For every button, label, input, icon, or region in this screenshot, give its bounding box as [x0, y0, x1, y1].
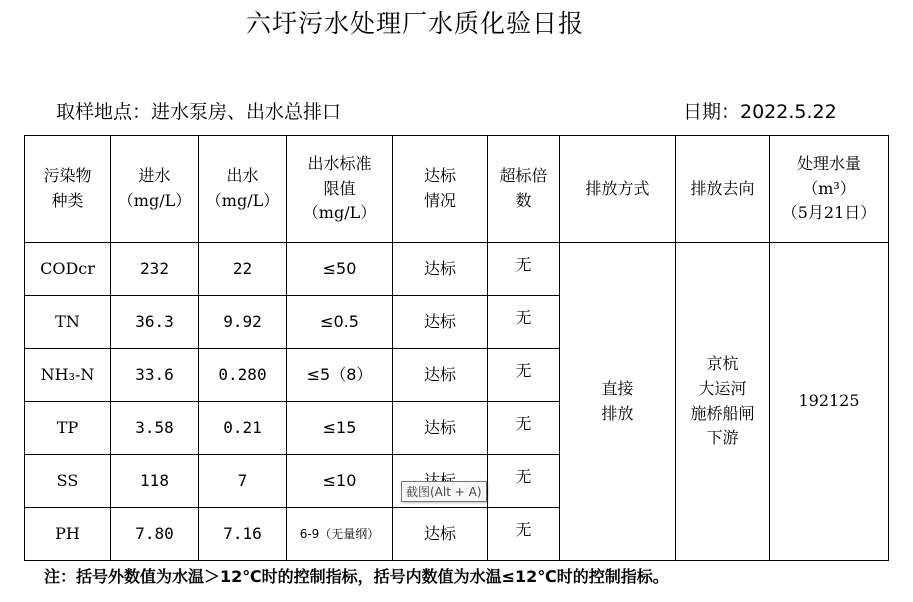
compliance-status: 达标 [393, 349, 488, 402]
text-line: 大运河 [698, 378, 747, 398]
standard-limit: ≤5（8） [287, 349, 393, 402]
pollutant-name: SS [25, 455, 111, 508]
text-line: （mg/L） [205, 191, 280, 210]
compliance-status: 达标 [393, 243, 488, 296]
exceed-multiple: 无 [488, 243, 560, 296]
footnote: 注：括号外数值为水温＞12℃时的控制指标，括号内数值为水温≤12℃时的控制指标。 [44, 567, 669, 586]
effluent-value: 7 [199, 455, 287, 508]
exceed-multiple: 无 [488, 296, 560, 349]
effluent-value: 7.16 [199, 508, 287, 561]
standard-limit: ≤10 [287, 455, 393, 508]
influent-value: 7.80 [111, 508, 199, 561]
table-row [25, 243, 889, 296]
header-discharge-dest [676, 136, 770, 243]
screenshot-tooltip: 截图(Alt + A) [401, 481, 487, 502]
flow-volume: 192125 [770, 243, 889, 561]
text-line: 排放 [601, 403, 634, 423]
header-standard [287, 136, 393, 243]
standard-limit: 6-9（无量纲） [287, 508, 393, 561]
text-line: 直接 [601, 378, 634, 398]
exceed-multiple: 无 [488, 349, 560, 402]
effluent-value: 22 [199, 243, 287, 296]
text-line: 限值 [323, 178, 356, 198]
text-line: 进水 [138, 166, 171, 186]
header-discharge-method [560, 136, 676, 243]
influent-value: 232 [111, 243, 199, 296]
text-line: 排放方式 [585, 178, 650, 198]
report-date: 日期：2022.5.22 [683, 101, 837, 123]
pollutant-name: CODcr [25, 243, 111, 296]
text-line: 出水 [226, 166, 259, 186]
pollutant-name: TP [25, 402, 111, 455]
discharge-method [560, 243, 676, 561]
influent-value: 33.6 [111, 349, 199, 402]
header-effluent [199, 136, 287, 243]
text-line: （mg/L） [117, 191, 192, 210]
influent-value: 3.58 [111, 402, 199, 455]
report-title: 六圩污水处理厂水质化验日报 [245, 9, 584, 38]
discharge-destination [676, 243, 770, 561]
text-line: 下游 [706, 428, 739, 448]
influent-value: 118 [111, 455, 199, 508]
text-line: （5月21日） [781, 203, 877, 223]
effluent-value: 0.21 [199, 402, 287, 455]
text-line: 达标 [423, 166, 456, 186]
compliance-status: 达标 [393, 296, 488, 349]
standard-limit: ≤50 [287, 243, 393, 296]
header-flow [770, 136, 889, 243]
standard-limit: ≤15 [287, 402, 393, 455]
text-line: 京杭 [706, 353, 739, 373]
text-line: 种类 [51, 191, 84, 210]
pollutant-name: TN [25, 296, 111, 349]
header-pollutant [25, 136, 111, 243]
effluent-value: 9.92 [199, 296, 287, 349]
influent-value: 36.3 [111, 296, 199, 349]
text-line: （m³） [802, 178, 856, 198]
exceed-multiple: 无 [488, 508, 560, 561]
pollutant-name: NH₃-N [25, 349, 111, 402]
standard-limit: ≤0.5 [287, 296, 393, 349]
compliance-status: 达标 [393, 402, 488, 455]
text-line: 出水标准 [307, 153, 372, 173]
compliance-status: 达标 [393, 508, 488, 561]
text-line: 污染物 [43, 166, 92, 186]
table-header-row [25, 136, 889, 243]
text-line: （mg/L） [302, 203, 377, 223]
text-line: 施桥船闸 [690, 403, 755, 423]
text-line: 处理水量 [796, 153, 861, 173]
pollutant-name: PH [25, 508, 111, 561]
text-line: 超标倍 [499, 166, 548, 186]
header-exceed [488, 136, 560, 243]
header-influent [111, 136, 199, 243]
header-compliance [393, 136, 488, 243]
text-line: 排放去向 [690, 178, 755, 198]
exceed-multiple: 无 [488, 455, 560, 508]
text-line: 情况 [423, 191, 456, 210]
effluent-value: 0.280 [199, 349, 287, 402]
exceed-multiple: 无 [488, 402, 560, 455]
sampling-location: 取样地点：进水泵房、出水总排口 [56, 101, 342, 123]
text-line: 数 [515, 191, 532, 210]
